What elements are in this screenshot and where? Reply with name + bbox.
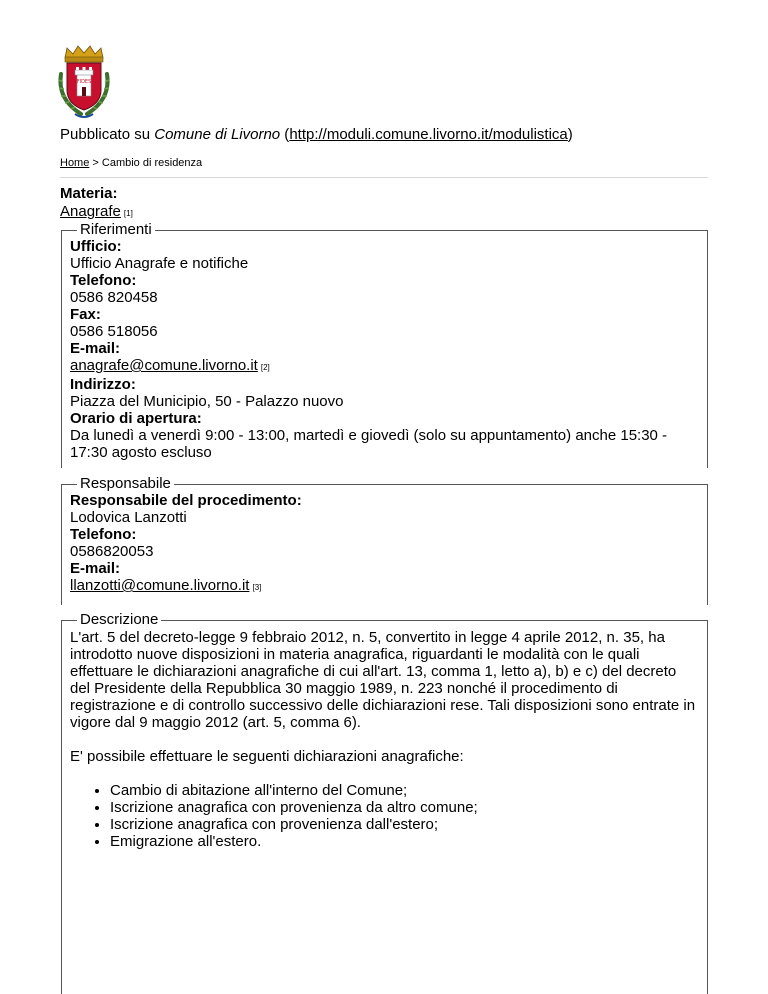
materia-ref: [1]: [123, 209, 133, 218]
fax-value: 0586 518056: [70, 323, 158, 340]
list-item: • Cambio di abitazione all'interno del Comune;: [110, 782, 697, 799]
telefono-value: 0586 820458: [70, 289, 158, 306]
list-item: • Iscrizione anagrafica con provenienza da altro comune;: [110, 799, 697, 816]
telefono-label: Telefono:: [70, 272, 137, 289]
list-item: • Iscrizione anagrafica con provenienza dall'estero;: [110, 816, 697, 833]
breadcrumb: [60, 157, 202, 169]
fax-label: Fax:: [70, 306, 101, 323]
riferimenti-legend: Riferimenti: [80, 221, 152, 238]
list-item: • Emigrazione all'estero.: [110, 833, 697, 850]
materia-section: [60, 185, 133, 223]
descrizione-paragraph-1: L'art. 5 del decreto-legge 9 febbraio 2012, n. 5, convertito in legge 4 aprile 2012, n. 35, ha introdotto nuove disposizioni in materia anagrafica, riguardanti le modalità con le quali effettuare le dichiarazioni anagrafiche di cui all'art. 13, comma 1, letto a), b) e c) del decreto del Presidente della Repubblica 30 maggio 1989, n. 223 nonché il procedimento di registrazione e di controllo successivo delle dichiarazioni rese. Tali disposizioni sono entrate in vigore dal 9 maggio 2012 (art. 5, comma 6).: [70, 629, 696, 731]
ufficio-label: Ufficio:: [70, 238, 122, 255]
resp-email-ref: [3]: [252, 583, 262, 592]
site-url-link[interactable]: http://moduli.comune.livorno.it/modulistica: [289, 126, 568, 143]
orario-label: Orario di apertura:: [70, 410, 202, 427]
responsabile-label: Responsabile del procedimento:: [70, 492, 302, 509]
site-name: Comune di Livorno: [154, 126, 281, 143]
descrizione-fieldset: [61, 612, 708, 994]
ufficio-value: Ufficio Anagrafe e notifiche: [70, 255, 249, 272]
descrizione-paragraph-2: E' possibile effettuare le seguenti dichiarazioni anagrafiche:: [70, 748, 464, 765]
breadcrumb-current: Cambio di residenza: [101, 157, 203, 169]
riferimenti-fieldset: [61, 222, 708, 468]
responsabile-fieldset: [61, 476, 708, 605]
comune-livorno-logo-icon: [53, 44, 115, 120]
descrizione-legend: Descrizione: [80, 611, 159, 628]
materia-link[interactable]: Anagrafe: [60, 203, 121, 220]
indirizzo-label: Indirizzo:: [70, 376, 136, 393]
breadcrumb-separator: >: [89, 157, 102, 169]
svg-text:FIDES: FIDES: [76, 79, 92, 85]
materia-label: Materia:: [60, 185, 118, 202]
responsabile-value: Lodovica Lanzotti: [70, 509, 187, 526]
dichiarazioni-list: [70, 782, 697, 850]
resp-telefono-label: Telefono:: [70, 526, 137, 543]
breadcrumb-home-link[interactable]: Home: [60, 157, 90, 169]
resp-email-label: E-mail:: [70, 560, 121, 577]
published-on-line: Pubblicato su Comune di Livorno (http://moduli.comune.livorno.it/modulistica): [60, 126, 573, 143]
resp-email-link[interactable]: llanzotti@comune.livorno.it: [70, 577, 250, 594]
email-label: E-mail:: [70, 340, 121, 357]
resp-telefono-value: 0586820053: [70, 543, 154, 560]
indirizzo-value: Piazza del Municipio, 50 - Palazzo nuovo: [70, 393, 344, 410]
orario-value: Da lunedì a venerdì 9:00 - 13:00, martedì e giovedì (solo su appuntamento) anche 15:30 - 17:30 agosto escluso: [70, 427, 668, 461]
email-link[interactable]: anagrafe@comune.livorno.it: [70, 357, 258, 374]
email-ref: [2]: [260, 363, 270, 372]
published-prefix: Pubblicato su: [60, 126, 155, 143]
responsabile-legend: Responsabile: [80, 475, 171, 492]
header-divider: [60, 177, 708, 178]
